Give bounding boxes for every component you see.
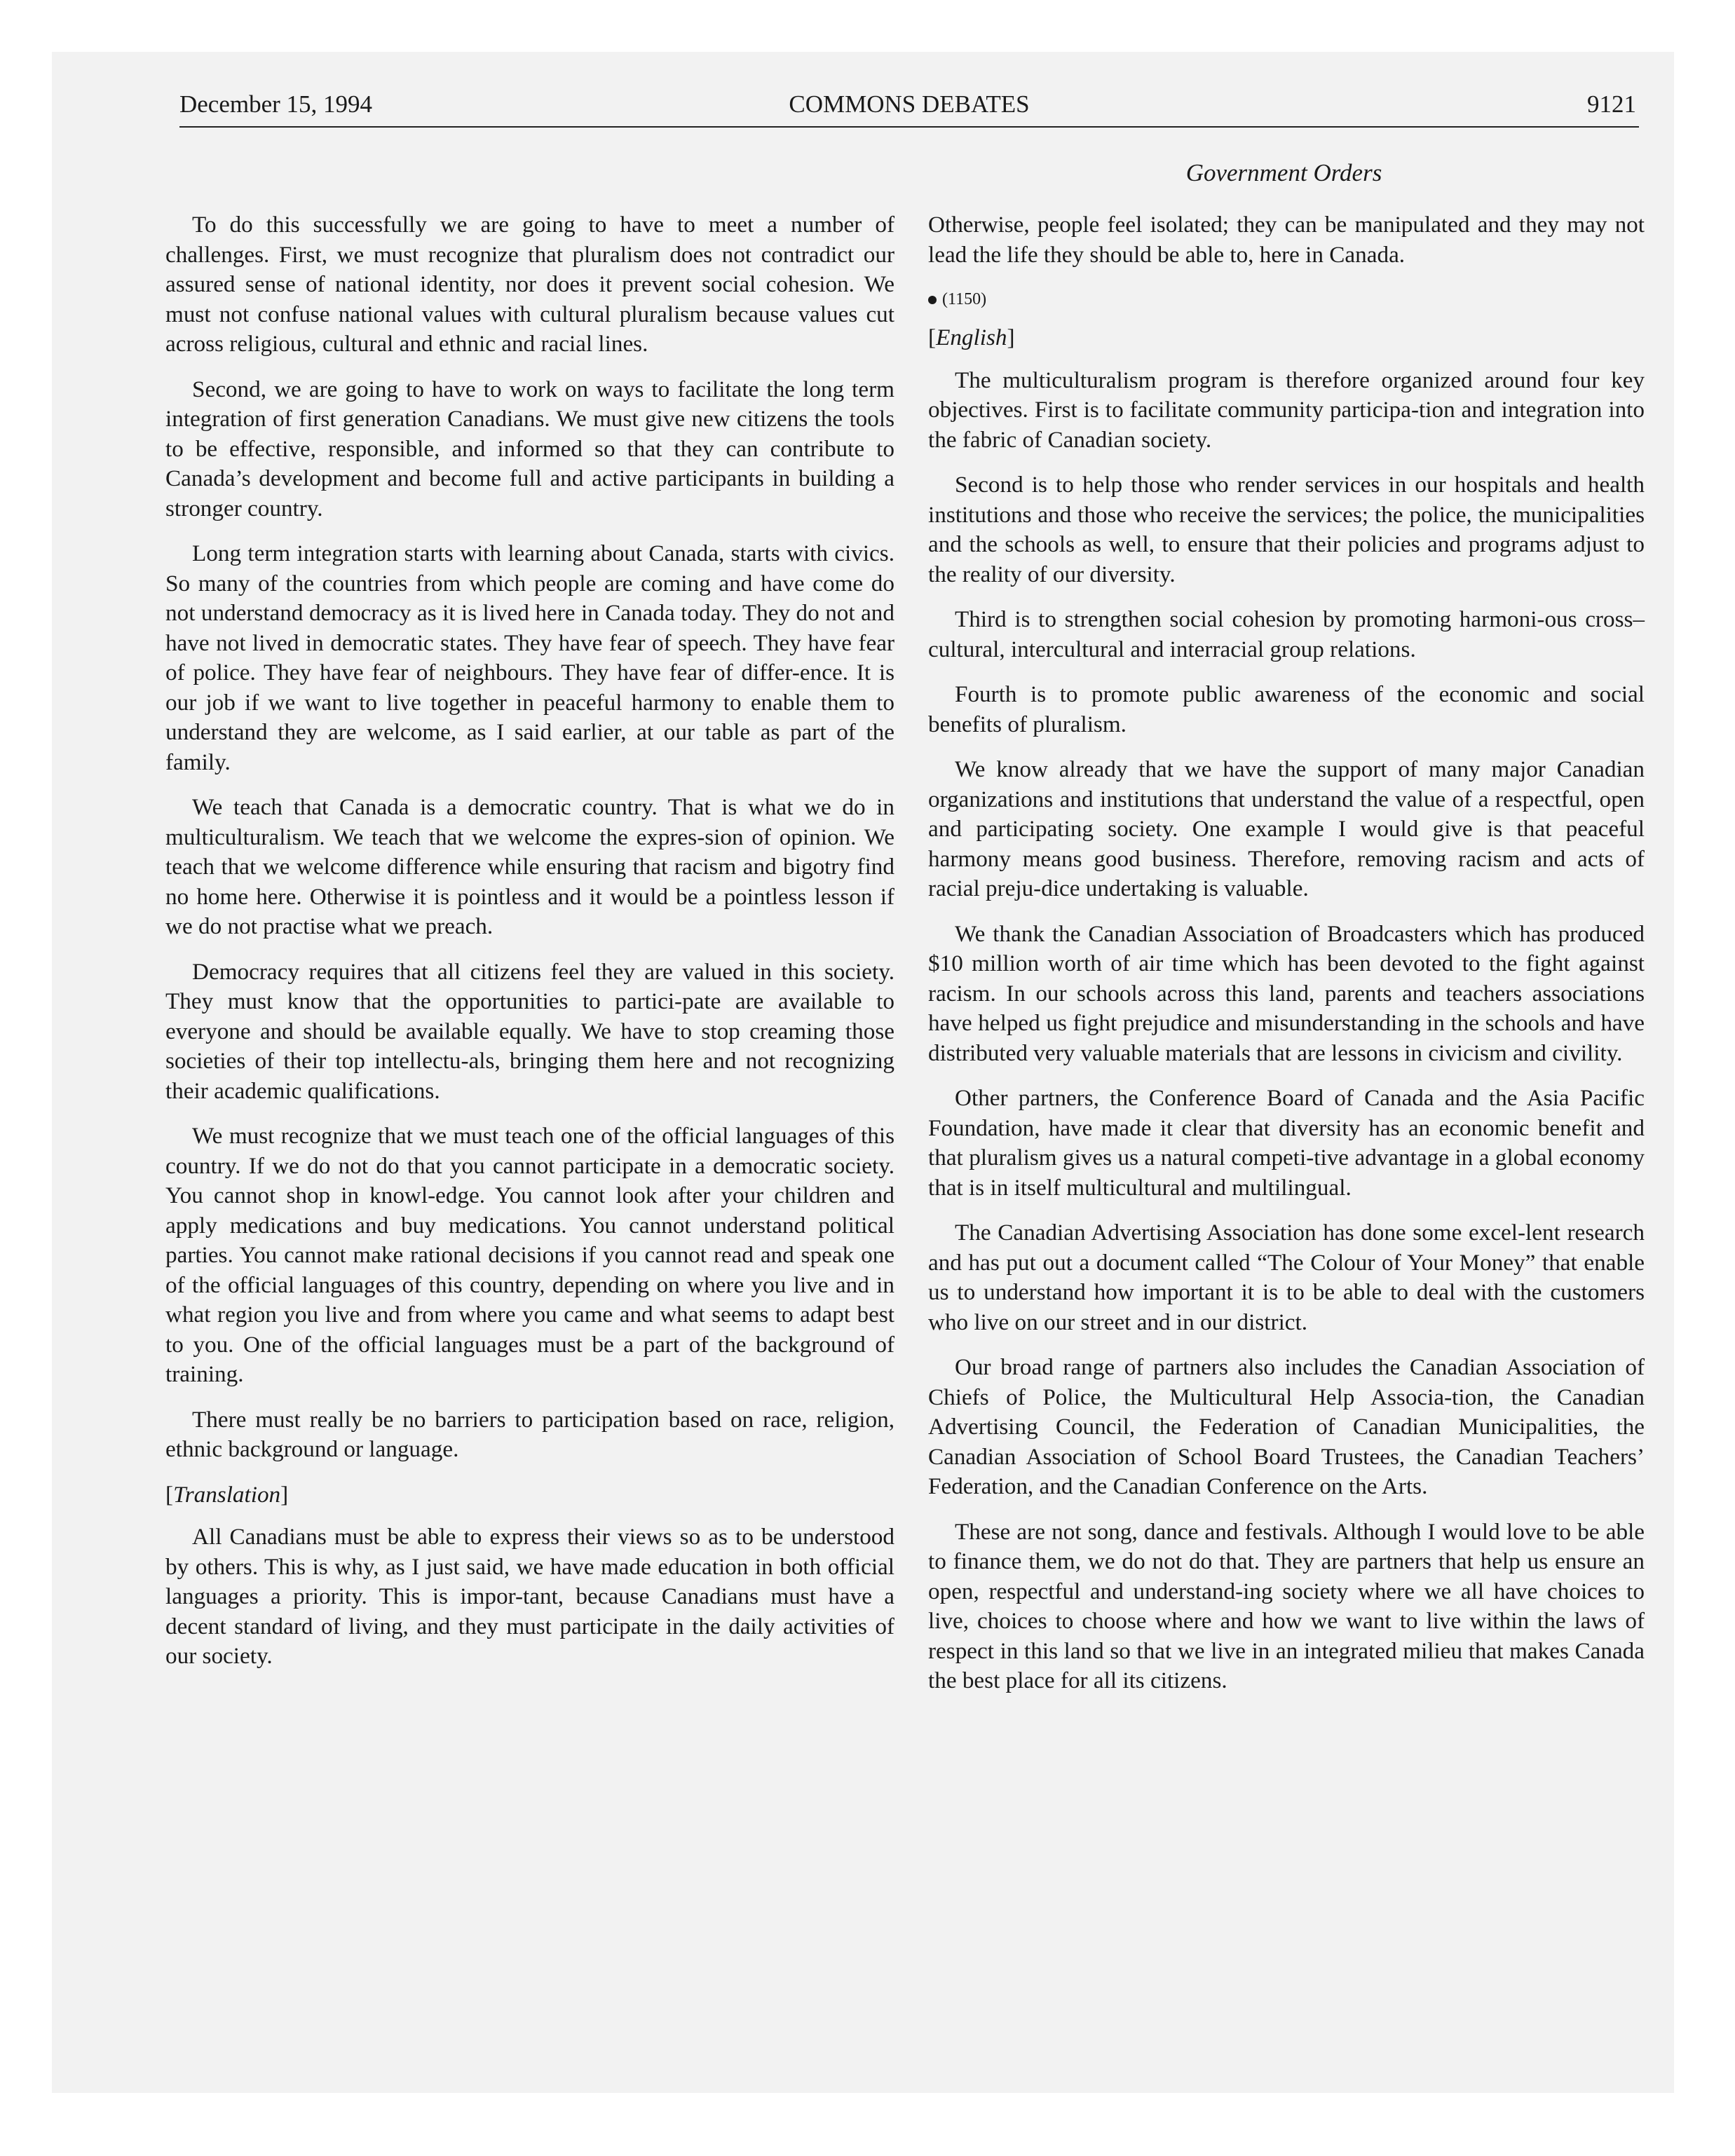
paragraph: We thank the Canadian Association of Broadcasters which has produced $10 million worth of air time which has been devoted to the fight against racism. In our schools across this land, parents and teachers associations have helped us fight prejudice and misunderstanding in the schools and have distributed very valuable materials that are lessons in civicism and civility.: [928, 920, 1645, 1066]
left-column: [165, 210, 894, 1687]
paragraph: Otherwise, people feel isolated; they can be manipulated and they may not lead the life they should be able to, here in Canada.: [928, 212, 1645, 268]
english-label-text: English: [936, 325, 1007, 350]
translation-label-text: Translation: [173, 1481, 281, 1508]
time-marker-text: (1150): [942, 290, 987, 308]
translation-label: [Translation]: [165, 1481, 289, 1508]
paragraph: Our broad range of partners also includes the Canadian Association of Chiefs of Police, the Multicultural Help Associa-tion, the Canadian Advertising Council, the Federation of Canadian Municipalities, the Canadian Association of School Board Trustees, the Canadian Teachers’ Federation, and the Canadian Conference on the Arts.: [928, 1354, 1645, 1499]
paragraph: Fourth is to promote public awareness of the economic and social benefits of pluralism.: [928, 681, 1645, 737]
paragraph: Democracy requires that all citizens feel they are valued in this society. They must know that the opportunities to partici-pate are available to everyone and should be available equally. We have to stop creaming those societies of their top intellectu-als, bringing them here and not recognizing their academic qualifications.: [165, 958, 894, 1104]
paragraph: These are not song, dance and festivals. Although I would love to be able to finance them, we do not do that. They are partners that help us ensure an open, respectful and understand-ing society where we all have choices to live, choices to choose where and how we want to live within the laws of respect in this land so that we live in an integrated milieu that makes Canada the best place for all its citizens.: [928, 1518, 1645, 1693]
page-header: [179, 88, 1639, 128]
paragraph: There must really be no barriers to participation based on race, religion, ethnic background or language.: [165, 1406, 894, 1462]
time-marker: [928, 285, 1645, 313]
english-label: [English]: [928, 325, 1015, 350]
running-head: Government Orders: [1185, 159, 1382, 186]
paragraph: We teach that Canada is a democratic country. That is what we do in multiculturalism. We teach that we welcome the expres-sion of opinion. We teach that we welcome difference while ensuring that racism and bigotry find no home here. Otherwise it is pointless and it would be a pointless lesson if we do not practise what we preach.: [165, 794, 894, 939]
paragraph: Second is to help those who render services in our hospitals and health institutions and those who receive the services; the police, the municipalities and the schools as well, to ensure that their policies and programs adjust to the reality of our diversity.: [928, 472, 1645, 587]
paragraph: The Canadian Advertising Association has done some excel-lent research and has put out a document called “The Colour of Your Money” that enable us to understand how important it is to be able to deal with the customers who live on our street and in our district.: [928, 1220, 1645, 1335]
paragraph: Second, we are going to have to work on ways to facilitate the long term integration of first generation Canadians. We must give new citizens the tools to be effective, responsible, and informed so that they can contribute to Canada’s development and become full and active participants in building a stronger country.: [165, 376, 894, 521]
paragraph: Long term integration starts with learning about Canada, starts with civics. So many of the countries from which people are coming and have come do not understand democracy as it is lived here in Canada today. They do not and have not lived in democratic states. They have fear of speech. They have fear of police. They have fear of neighbours. They have fear of differ-ence. It is our job if we want to live together in peaceful harmony to enable them to understand they are welcome, as I said earlier, at our table as part of the family.: [165, 540, 894, 775]
paragraph: Other partners, the Conference Board of Canada and the Asia Pacific Foundation, have made it clear that diversity has an economic benefit and that pluralism gives us a natural competi-tive advantage in a global economy that is in itself multicultural and multilingual.: [928, 1085, 1645, 1201]
paragraph: The multiculturalism program is therefore organized around four key objectives. First is to facilitate community participa-tion and integration into the fabric of Canadian society.: [928, 367, 1645, 453]
header-date: December 15, 1994: [179, 90, 373, 118]
paragraph: We know already that we have the support of many major Canadian organizations and institutions that understand the value of a respectful, open and participating society. One example I would give is that peaceful harmony means good business. Therefore, removing racism and acts of racial preju-dice undertaking is valuable.: [928, 756, 1645, 901]
bullet-icon: [928, 296, 937, 304]
paragraph: All Canadians must be able to express their views so as to be understood by others. This is why, as I just said, we have made education in both official languages a priority. This is impor-tant, because Canadians must have a decent standard of living, and they must participate in the daily activities of our society.: [165, 1524, 894, 1669]
paragraph: Third is to strengthen social cohesion by promoting harmoni-ous cross–cultural, intercultural and interracial group relations.: [928, 606, 1645, 662]
paragraph: We must recognize that we must teach one of the official languages of this country. If we do not do that you cannot participate in a democratic society. You cannot shop in knowl-edge. You cannot look after your children and apply medications and buy medications. You cannot understand political parties. You cannot make rational decisions if you cannot read and speak one of the official languages of this country, depending on where you live and in what region you live and from where you came and what seems to adapt best to you. One of the official languages must be a part of the background of training.: [165, 1123, 894, 1387]
publication-title: COMMONS DEBATES: [789, 90, 1030, 118]
right-column: [928, 210, 1645, 1712]
document-page: [52, 52, 1674, 2093]
page-number: 9121: [1587, 90, 1636, 118]
paragraph: To do this successfully we are going to have to meet a number of challenges. First, we must recognize that pluralism does not contradict our assured sense of national identity, nor does it prevent social cohesion. We must not confuse national values with cultural pluralism because values cut across religious, cultural and ethnic and racial lines.: [165, 212, 894, 357]
